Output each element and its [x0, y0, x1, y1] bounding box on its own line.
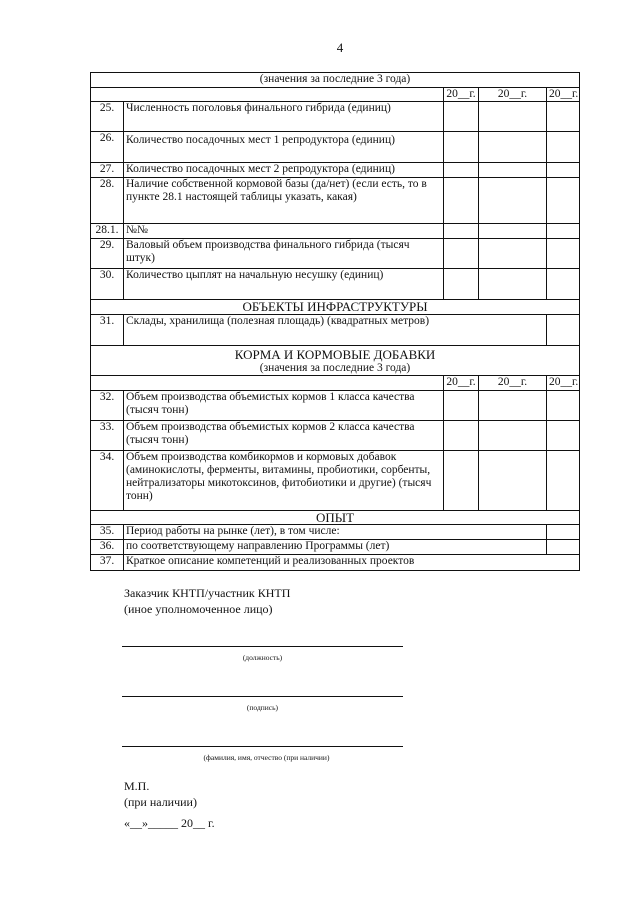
signature-line[interactable] [122, 696, 403, 697]
value-cell[interactable] [444, 163, 479, 178]
value-cell[interactable] [479, 451, 547, 511]
table-row [91, 421, 580, 451]
year-cell: 20__г. [479, 376, 547, 391]
value-cell[interactable] [479, 239, 547, 269]
value-cell[interactable] [444, 451, 479, 511]
table-header-row [91, 73, 580, 88]
section-experience: ОПЫТ [91, 511, 580, 525]
row-label: Валовый объем производства финального гибрида (тысяч штук) [124, 239, 444, 269]
value-cell[interactable] [479, 269, 547, 300]
row-number: 30. [91, 269, 124, 300]
row-number: 34. [91, 451, 124, 511]
table-row [91, 525, 580, 540]
row-label: Количество посадочных мест 1 репродуктора (единиц) [124, 132, 444, 163]
year-cell: 20__г. [444, 88, 479, 102]
feed-period-header: (значения за последние 3 года) [259, 362, 411, 374]
value-cell[interactable] [479, 163, 547, 178]
row-label: Склады, хранилища (полезная площадь) (квадратных метров) [124, 315, 547, 346]
year-cell: 20__г. [444, 376, 479, 391]
value-cell[interactable] [444, 239, 479, 269]
value-cell[interactable] [444, 132, 479, 163]
value-cell[interactable] [547, 102, 580, 132]
row-number: 31. [91, 315, 124, 346]
table-row [91, 315, 580, 346]
row-number: 27. [91, 163, 124, 178]
year-header-row [91, 376, 580, 391]
value-cell[interactable] [547, 163, 580, 178]
year-cell: 20__г. [479, 88, 547, 102]
row-label: №№ [124, 224, 444, 239]
table-row [91, 132, 580, 163]
signature-caption: (подпись) [246, 703, 279, 712]
row-number: 28. [91, 178, 124, 224]
row-label: по соответствующему направлению Программы (лет) [124, 540, 547, 555]
value-cell[interactable] [547, 540, 580, 555]
value-cell[interactable] [479, 178, 547, 224]
value-cell[interactable] [444, 391, 479, 421]
section-row [91, 346, 580, 376]
value-cell[interactable] [547, 421, 580, 451]
value-cell[interactable] [479, 102, 547, 132]
section-feed: КОРМА И КОРМОВЫЕ ДОБАВКИ [234, 347, 436, 362]
section-infrastructure: ОБЪЕКТЫ ИНФРАСТРУКТУРЫ [91, 300, 580, 315]
table-row [91, 269, 580, 300]
position-caption: (должность) [242, 653, 283, 662]
table-row [91, 239, 580, 269]
row-label: Наличие собственной кормовой базы (да/нет) (если есть, то в пункте 28.1 настоящей таблицы указать, какая) [124, 178, 444, 224]
row-label: Объем производства комбикормов и кормовых добавок (аминокислоты, ферменты, витамины, пробиотики, сорбенты, нейтрализаторы микотоксинов, фитобиотики и другие) (тысяч тонн) [124, 451, 444, 511]
name-line[interactable] [122, 746, 403, 747]
row-number: 35. [91, 525, 124, 540]
value-cell[interactable] [547, 132, 580, 163]
value-cell[interactable] [444, 102, 479, 132]
row-label: Объем производства объемистых кормов 1 класса качества (тысяч тонн) [124, 391, 444, 421]
row-number: 32. [91, 391, 124, 421]
value-cell[interactable] [479, 421, 547, 451]
stamp-label: М.П. [124, 779, 150, 793]
value-cell[interactable] [547, 391, 580, 421]
value-cell[interactable] [547, 315, 580, 346]
page-number: 4 [336, 40, 344, 55]
table-row [91, 178, 580, 224]
section-row [91, 511, 580, 525]
table-row [91, 163, 580, 178]
stamp-block [124, 778, 197, 810]
value-cell[interactable] [444, 224, 479, 239]
row-number: 28.1. [91, 224, 124, 239]
row-label: Количество цыплят на начальную несушку (единиц) [124, 269, 444, 300]
value-cell[interactable] [547, 525, 580, 540]
row-number: 29. [91, 239, 124, 269]
value-cell[interactable] [444, 178, 479, 224]
value-cell[interactable] [479, 132, 547, 163]
section-row [91, 300, 580, 315]
row-number: 25. [91, 102, 124, 132]
table-row [91, 540, 580, 555]
row-label: Объем производства объемистых кормов 2 класса качества (тысяч тонн) [124, 421, 444, 451]
value-cell[interactable] [547, 239, 580, 269]
signatory-title [124, 585, 290, 617]
position-line[interactable] [122, 646, 403, 647]
table-row [91, 102, 580, 132]
signatory-line1: Заказчик КНТП/участник КНТП [124, 586, 291, 600]
signatory-line2: (иное уполномоченное лицо) [124, 602, 273, 616]
stamp-note: (при наличии) [124, 795, 197, 809]
year-cell: 20__г. [547, 376, 580, 391]
row-label: Численность поголовья финального гибрида (единиц) [124, 102, 444, 132]
row-label: Период работы на рынке (лет), в том числе: [124, 525, 547, 540]
row-number: 26. [91, 132, 124, 163]
year-cell: 20__г. [547, 88, 580, 102]
value-cell[interactable] [479, 224, 547, 239]
value-cell[interactable] [444, 421, 479, 451]
row-label: Краткое описание компетенций и реализованных проектов [124, 555, 580, 571]
value-cell[interactable] [547, 224, 580, 239]
value-cell[interactable] [444, 269, 479, 300]
row-number: 37. [91, 555, 124, 571]
date-line: «__»_____ 20__ г. [124, 816, 215, 830]
value-cell[interactable] [479, 391, 547, 421]
value-cell[interactable] [547, 269, 580, 300]
table-row [91, 555, 580, 571]
year-header-row [91, 88, 580, 102]
table-row [91, 391, 580, 421]
row-label: Количество посадочных мест 2 репродуктора (единиц) [124, 163, 444, 178]
name-caption: (фамилия, имя, отчество (при наличии) [203, 753, 330, 762]
value-cell[interactable] [547, 451, 580, 511]
row-number: 36. [91, 540, 124, 555]
period-header: (значения за последние 3 года) [91, 73, 580, 88]
table-row [91, 224, 580, 239]
form-table [90, 72, 580, 571]
value-cell[interactable] [547, 178, 580, 224]
table-row [91, 451, 580, 511]
row-number: 33. [91, 421, 124, 451]
